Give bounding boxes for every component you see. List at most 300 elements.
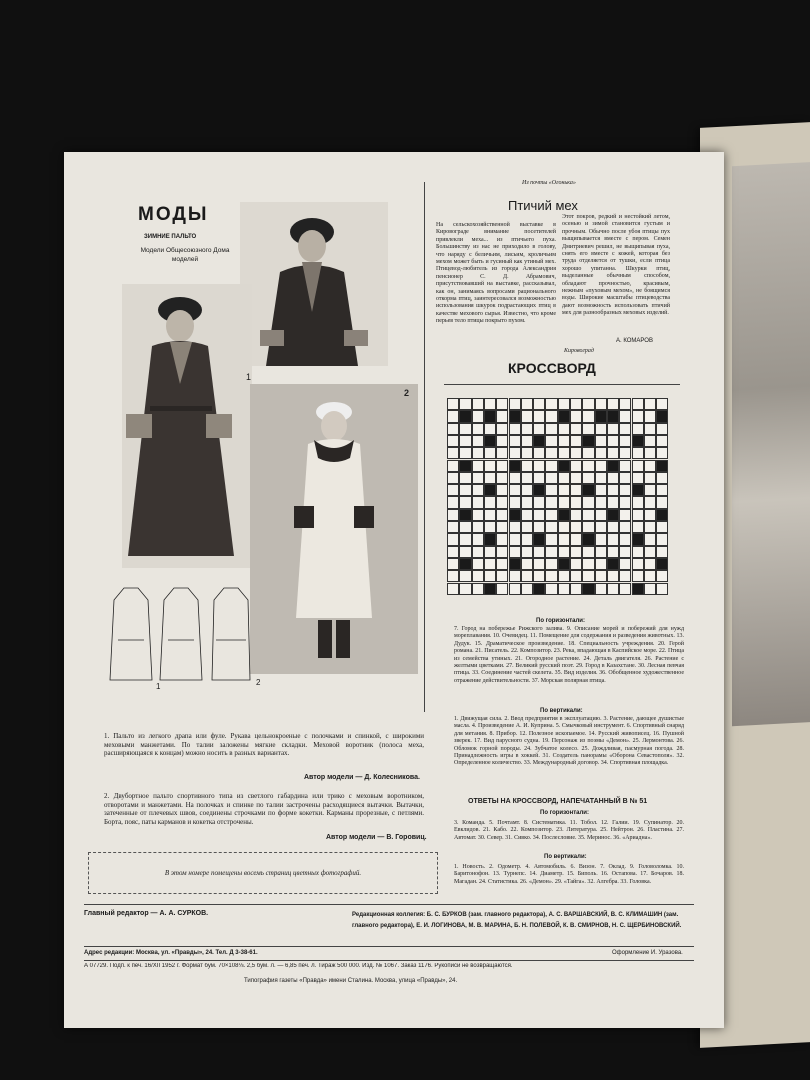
crossword-cell bbox=[582, 484, 594, 496]
crossword-cell bbox=[570, 472, 582, 484]
article-title: Птичий мех bbox=[508, 198, 578, 213]
crossword-cell bbox=[447, 546, 459, 558]
crossword-cell bbox=[656, 398, 668, 410]
crossword-cell bbox=[632, 447, 644, 459]
crossword-cell bbox=[447, 521, 459, 533]
crossword-cell bbox=[447, 423, 459, 435]
crossword-cell bbox=[484, 496, 496, 508]
crossword-cell bbox=[472, 496, 484, 508]
crossword-cell bbox=[582, 570, 594, 582]
crossword-cell bbox=[582, 546, 594, 558]
crossword-cell bbox=[619, 484, 631, 496]
crossword-cell bbox=[459, 546, 471, 558]
crossword-cell bbox=[484, 410, 496, 422]
crossword-cell bbox=[619, 558, 631, 570]
printer-info: Типография газеты «Правда» имени Сталина. Москва, улица «Правды», 24. bbox=[244, 978, 458, 984]
coat-photo-top bbox=[240, 202, 388, 366]
crossword-cell bbox=[545, 533, 557, 545]
crossword-cell bbox=[521, 496, 533, 508]
answers-horizontal-title: По горизонтали: bbox=[540, 810, 589, 816]
crossword-cell bbox=[447, 447, 459, 459]
horizontal-clues-title: По горизонтали: bbox=[536, 618, 585, 624]
crossword-cell bbox=[619, 583, 631, 595]
crossword-cell bbox=[570, 460, 582, 472]
crossword-cell bbox=[632, 558, 644, 570]
crossword-cell bbox=[644, 509, 656, 521]
crossword-cell bbox=[595, 472, 607, 484]
crossword-title: КРОССВОРД bbox=[508, 360, 596, 376]
crossword-cell bbox=[656, 509, 668, 521]
crossword-cell bbox=[533, 558, 545, 570]
crossword-cell bbox=[459, 533, 471, 545]
crossword-cell bbox=[632, 410, 644, 422]
crossword-cell bbox=[521, 472, 533, 484]
crossword-cell bbox=[521, 484, 533, 496]
crossword-cell bbox=[521, 410, 533, 422]
crossword-cell bbox=[607, 484, 619, 496]
crossword-cell bbox=[533, 521, 545, 533]
crossword-cell bbox=[619, 496, 631, 508]
crossword-cell bbox=[570, 398, 582, 410]
crossword-cell bbox=[644, 570, 656, 582]
crossword-cell bbox=[607, 583, 619, 595]
crossword-cell bbox=[632, 460, 644, 472]
crossword-cell bbox=[595, 521, 607, 533]
crossword-cell bbox=[533, 398, 545, 410]
crossword-cell bbox=[644, 521, 656, 533]
crossword-cell bbox=[595, 398, 607, 410]
crossword-cell bbox=[632, 583, 644, 595]
crossword-cell bbox=[595, 460, 607, 472]
crossword-cell bbox=[484, 521, 496, 533]
article-place: Кировоград bbox=[564, 348, 594, 354]
crossword-cell bbox=[496, 472, 508, 484]
crossword-cell bbox=[484, 533, 496, 545]
crossword-cell bbox=[656, 496, 668, 508]
crossword-cell bbox=[607, 423, 619, 435]
crossword-cell bbox=[656, 472, 668, 484]
crossword-cell bbox=[459, 435, 471, 447]
crossword-cell bbox=[632, 546, 644, 558]
crossword-cell bbox=[644, 398, 656, 410]
crossword-cell bbox=[459, 521, 471, 533]
crossword-cell bbox=[607, 533, 619, 545]
crossword-cell bbox=[521, 398, 533, 410]
crossword-cell bbox=[472, 583, 484, 595]
crossword-cell bbox=[558, 447, 570, 459]
crossword-cell bbox=[619, 460, 631, 472]
crossword-cell bbox=[459, 398, 471, 410]
crossword-cell bbox=[607, 410, 619, 422]
crossword-cell bbox=[607, 447, 619, 459]
crossword-cell bbox=[472, 533, 484, 545]
crossword-cell bbox=[558, 496, 570, 508]
crossword-cell bbox=[533, 423, 545, 435]
crossword-cell bbox=[533, 472, 545, 484]
crossword-rule bbox=[444, 384, 680, 385]
coat-photo-1 bbox=[122, 284, 252, 568]
crossword-cell bbox=[521, 533, 533, 545]
crossword-cell bbox=[595, 496, 607, 508]
article-column-2: Этот покров, редкий и нестойкий летом, осенью и зимой становится густым и прочным. Обычно после убоя птицы пух выщипывается вместе с пером. Семен Дмитриевич решил, не выщипывая пуха, снять его вместе с кожей, которая без труда отделяется от тушки, если птица хорошо упитанна. Шкурки птиц, выделанные обычным способом, обладают прочностью, красивым, нежным «пуховым мехом», не боящимся воды. Широкие масштабы птицеводства дают возможность использовать птичий мех для разнообразных меховых изделий. bbox=[562, 214, 670, 317]
crossword-cell bbox=[558, 484, 570, 496]
crossword-cell bbox=[533, 447, 545, 459]
crossword-cell bbox=[521, 447, 533, 459]
crossword-cell bbox=[521, 570, 533, 582]
crossword-cell bbox=[644, 533, 656, 545]
crossword-cell bbox=[459, 484, 471, 496]
crossword-cell bbox=[496, 509, 508, 521]
crossword-cell bbox=[472, 484, 484, 496]
crossword-cell bbox=[496, 410, 508, 422]
crossword-cell bbox=[570, 447, 582, 459]
crossword-cell bbox=[595, 570, 607, 582]
crossword-cell bbox=[496, 546, 508, 558]
crossword-cell bbox=[496, 423, 508, 435]
crossword-cell bbox=[582, 496, 594, 508]
crossword-cell bbox=[632, 509, 644, 521]
crossword-cell bbox=[595, 533, 607, 545]
article-column-1: На сельскохозяйственной выставке в Кировограде внимание посетителей привлекли меха... из птичьего пуха. Большинству из нас не приходило в голову, что наряду с беличьим, лисьим, кроличьим мехом может быть и гусиный как утиный мех. Птицевод-любитель из города Александрия пенсионер С. Д. Абрамович, присутствовавший на выставке, рассказывал, как он, занимаясь вопросами рационального откорма птиц, заинтересовался возможностью использования шкурок подрастающих птиц в качестве мехового сырья. Известно, что кроме перьев тело птицы покрыто пухом. bbox=[436, 222, 556, 325]
crossword-cell bbox=[521, 583, 533, 595]
crossword-cell bbox=[545, 410, 557, 422]
print-imprint: А 07729. Подп. к печ. 16/XII 1952 г. Формат бум. 70×108⅛. 2,5 бум. л. — 6,85 печ. л. Тираж 500 000. Изд. № 1067. Заказ 1176. Рукописи не возвращаются. bbox=[84, 963, 513, 969]
crossword-cell bbox=[656, 484, 668, 496]
crossword-cell bbox=[509, 423, 521, 435]
crossword-cell bbox=[472, 460, 484, 472]
crossword-cell bbox=[545, 583, 557, 595]
crossword-cell bbox=[644, 447, 656, 459]
crossword-cell bbox=[484, 484, 496, 496]
crossword-cell bbox=[656, 546, 668, 558]
crossword-cell bbox=[632, 398, 644, 410]
crossword-cell bbox=[484, 558, 496, 570]
crossword-cell bbox=[496, 484, 508, 496]
crossword-cell bbox=[521, 435, 533, 447]
crossword-cell bbox=[607, 472, 619, 484]
crossword-cell bbox=[459, 558, 471, 570]
crossword-cell bbox=[558, 546, 570, 558]
crossword-cell bbox=[607, 521, 619, 533]
crossword-cell bbox=[632, 435, 644, 447]
crossword-cell bbox=[459, 423, 471, 435]
crossword-cell bbox=[582, 472, 594, 484]
crossword-cell bbox=[607, 496, 619, 508]
crossword-cell bbox=[472, 558, 484, 570]
crossword-cell bbox=[496, 460, 508, 472]
facing-page-photo bbox=[732, 162, 810, 726]
crossword-cell bbox=[447, 460, 459, 472]
crossword-cell bbox=[644, 546, 656, 558]
crossword-cell bbox=[570, 521, 582, 533]
crossword-cell bbox=[595, 484, 607, 496]
crossword-cell bbox=[484, 447, 496, 459]
crossword-cell bbox=[509, 410, 521, 422]
crossword-cell bbox=[484, 435, 496, 447]
footer-rule-mid bbox=[84, 946, 694, 947]
vertical-clues: 1. Движущая сила. 2. Ввод предприятия в эксплуатацию. 3. Растение, дающее душистые масла. 4. Произведение А. И. Куприна. 5. Смычковый инструмент. 6. Спортивный снаряд для метания. 8. Прибор. 12. Полезное ископаемое. 14. Русский живописец. 16. Пушной зверек. 17. Вид парусного судна. 19. Персонаж из поэмы «Демон». 25. Лермонтова. 26. Обломок горной породы. 24. Зубчатое колесо. 25. Дождливая, пасмурная погода. 28. Принадлежность игры в хоккей. 31. Создатель панорамы «Оборона Севастополя». 32. Определенное количество. 33. Международный договор. 34. Спортивная площадка. bbox=[454, 716, 684, 767]
crossword-cell bbox=[484, 583, 496, 595]
article-author: А. КОМАРОВ bbox=[616, 338, 653, 344]
crossword-cell bbox=[570, 423, 582, 435]
crossword-cell bbox=[545, 496, 557, 508]
crossword-cell bbox=[447, 509, 459, 521]
crossword-cell bbox=[607, 509, 619, 521]
crossword-cell bbox=[521, 460, 533, 472]
crossword-cell bbox=[533, 546, 545, 558]
crossword-cell bbox=[533, 496, 545, 508]
description-1: 1. Пальто из легкого драпа или фуле. Рукава цельнокроеные с полочками и спинкой, с широкими меховыми манжетами. По талии заложены мягкие складки. Меховой воротник (полоса меха, расширяющаяся к концам) можно носить в разных вариантах. bbox=[104, 732, 424, 758]
crossword-cell bbox=[545, 398, 557, 410]
crossword-cell bbox=[570, 546, 582, 558]
crossword-cell bbox=[533, 435, 545, 447]
crossword-cell bbox=[570, 496, 582, 508]
crossword-cell bbox=[459, 509, 471, 521]
coat-photo-2 bbox=[250, 384, 418, 674]
column-divider bbox=[424, 182, 425, 712]
crossword-cell bbox=[570, 558, 582, 570]
author-2: Автор модели — В. Горовиц. bbox=[326, 834, 427, 841]
crossword-cell bbox=[447, 484, 459, 496]
crossword-cell bbox=[632, 472, 644, 484]
crossword-cell bbox=[644, 410, 656, 422]
crossword-cell bbox=[607, 435, 619, 447]
crossword-cell bbox=[644, 583, 656, 595]
crossword-cell bbox=[582, 423, 594, 435]
crossword-cell bbox=[533, 570, 545, 582]
crossword-cell bbox=[509, 496, 521, 508]
crossword-cell bbox=[509, 533, 521, 545]
crossword-cell bbox=[656, 447, 668, 459]
crossword-cell bbox=[644, 472, 656, 484]
answers-vertical-title: По вертикали: bbox=[544, 854, 587, 860]
crossword-cell bbox=[595, 509, 607, 521]
crossword-cell bbox=[582, 447, 594, 459]
crossword-cell bbox=[545, 521, 557, 533]
crossword-cell bbox=[459, 496, 471, 508]
crossword-cell bbox=[521, 423, 533, 435]
crossword-cell bbox=[632, 423, 644, 435]
crossword-cell bbox=[632, 570, 644, 582]
crossword-cell bbox=[582, 533, 594, 545]
crossword-cell bbox=[607, 398, 619, 410]
footer-rule-top bbox=[84, 904, 694, 905]
crossword-cell bbox=[509, 460, 521, 472]
crossword-cell bbox=[558, 410, 570, 422]
crossword-cell bbox=[509, 546, 521, 558]
crossword-cell bbox=[459, 570, 471, 582]
crossword-cell bbox=[607, 460, 619, 472]
crossword-cell bbox=[509, 570, 521, 582]
crossword-cell bbox=[570, 533, 582, 545]
vertical-clues-title: По вертикали: bbox=[540, 708, 583, 714]
crossword-cell bbox=[447, 398, 459, 410]
crossword-cell bbox=[558, 423, 570, 435]
crossword-cell bbox=[558, 570, 570, 582]
crossword-cell bbox=[509, 558, 521, 570]
crossword-cell bbox=[533, 410, 545, 422]
crossword-cell bbox=[595, 546, 607, 558]
section-title: МОДЫ bbox=[138, 204, 209, 225]
crossword-cell bbox=[595, 558, 607, 570]
crossword-cell bbox=[533, 509, 545, 521]
crossword-cell bbox=[484, 472, 496, 484]
crossword-cell bbox=[582, 410, 594, 422]
figure-number-1: 1 bbox=[246, 372, 252, 382]
crossword-cell bbox=[533, 484, 545, 496]
crossword-cell bbox=[447, 558, 459, 570]
crossword-cell bbox=[595, 410, 607, 422]
crossword-cell bbox=[619, 546, 631, 558]
crossword-cell bbox=[472, 472, 484, 484]
crossword-cell bbox=[644, 460, 656, 472]
crossword-grid bbox=[447, 398, 669, 598]
color-photos-note: В этом номере помещены восемь страниц цветных фотографий. bbox=[88, 852, 438, 894]
crossword-cell bbox=[558, 509, 570, 521]
crossword-cell bbox=[570, 509, 582, 521]
sketch-number-1: 1 bbox=[156, 682, 161, 691]
crossword-cell bbox=[545, 570, 557, 582]
crossword-cell bbox=[656, 423, 668, 435]
crossword-cell bbox=[595, 583, 607, 595]
crossword-cell bbox=[496, 447, 508, 459]
crossword-cell bbox=[472, 509, 484, 521]
models-credit: Модели Общесоюзного Дома моделей bbox=[140, 247, 230, 263]
crossword-cell bbox=[509, 583, 521, 595]
editorial-board: Редакционная коллегия: Б. С. БУРКОВ (зам. главного редактора), А. С. ВАРШАВСКИЙ, В. С. КЛИМАШИН (зам. главного редактора), Е. И. ЛОГИНОВА, М. В. МАРИНА, Б. Н. ПОЛЕВОЙ, К. В. СМИРНОВ, Н. С. ЩЕРБИНОВСКИЙ. bbox=[352, 912, 682, 929]
crossword-cell bbox=[570, 484, 582, 496]
crossword-cell bbox=[545, 472, 557, 484]
crossword-cell bbox=[582, 435, 594, 447]
crossword-cell bbox=[582, 398, 594, 410]
crossword-cell bbox=[644, 484, 656, 496]
crossword-cell bbox=[558, 521, 570, 533]
crossword-cell bbox=[595, 447, 607, 459]
crossword-cell bbox=[558, 558, 570, 570]
crossword-cell bbox=[570, 435, 582, 447]
crossword-cell bbox=[447, 472, 459, 484]
crossword-cell bbox=[545, 484, 557, 496]
answers-title: ОТВЕТЫ НА КРОССВОРД, НАПЕЧАТАННЫЙ В № 51 bbox=[468, 798, 648, 805]
crossword-cell bbox=[632, 496, 644, 508]
crossword-cell bbox=[545, 423, 557, 435]
crossword-cell bbox=[644, 435, 656, 447]
crossword-cell bbox=[656, 558, 668, 570]
crossword-cell bbox=[619, 447, 631, 459]
crossword-cell bbox=[656, 460, 668, 472]
crossword-cell bbox=[656, 435, 668, 447]
author-1: Автор модели — Д. Колесникова. bbox=[304, 774, 420, 781]
crossword-cell bbox=[472, 435, 484, 447]
crossword-cell bbox=[656, 410, 668, 422]
answers-horizontal: 3. Команда. 5. Почтамт. 8. Систематика. 11. Тобол. 12. Галии. 19. Супинатор. 20. Евклидов. 21. Кабо. 22. Композитор. 23. Литература. 25. Нейтрон. 26. Пластина. 27. Автомат. 30. Север. 31. Сивко. 34. Послесловие. 35. Меринос. 36. «Ариадна». bbox=[454, 820, 684, 841]
crossword-cell bbox=[619, 435, 631, 447]
crossword-cell bbox=[472, 521, 484, 533]
crossword-cell bbox=[509, 435, 521, 447]
crossword-cell bbox=[509, 509, 521, 521]
pattern-sketches bbox=[104, 580, 264, 690]
crossword-cell bbox=[459, 583, 471, 595]
crossword-cell bbox=[496, 521, 508, 533]
crossword-cell bbox=[509, 521, 521, 533]
crossword-cell bbox=[595, 435, 607, 447]
crossword-cell bbox=[558, 583, 570, 595]
crossword-cell bbox=[656, 533, 668, 545]
crossword-cell bbox=[619, 570, 631, 582]
answers-vertical: 1. Новость. 2. Одометр. 4. Автомобиль. 6. Визон. 7. Оклад. 9. Головоломка. 10. Баритонофон. 13. Турнепс. 14. Диаметр. 15. Биполь. 16. Остапова. 17. Бочаров. 18. Магадан. 24. Статистика. 26. «Демон». 29. «Тайга». 32. Алгебра. 33. Головка. bbox=[454, 864, 684, 885]
crossword-cell bbox=[472, 423, 484, 435]
crossword-cell bbox=[533, 533, 545, 545]
crossword-cell bbox=[447, 570, 459, 582]
crossword-cell bbox=[521, 546, 533, 558]
crossword-cell bbox=[545, 447, 557, 459]
crossword-cell bbox=[472, 447, 484, 459]
footer-rule-bottom bbox=[84, 960, 694, 961]
crossword-cell bbox=[447, 496, 459, 508]
crossword-cell bbox=[509, 398, 521, 410]
crossword-cell bbox=[570, 410, 582, 422]
crossword-cell bbox=[619, 410, 631, 422]
crossword-cell bbox=[545, 509, 557, 521]
crossword-cell bbox=[545, 546, 557, 558]
design-credit: Оформление И. Уразова. bbox=[612, 950, 683, 956]
crossword-cell bbox=[447, 583, 459, 595]
crossword-cell bbox=[607, 546, 619, 558]
crossword-cell bbox=[570, 583, 582, 595]
crossword-cell bbox=[619, 472, 631, 484]
crossword-cell bbox=[484, 423, 496, 435]
crossword-cell bbox=[558, 398, 570, 410]
crossword-cell bbox=[484, 570, 496, 582]
crossword-cell bbox=[656, 521, 668, 533]
kicker: Из почты «Огонька» bbox=[522, 180, 576, 186]
crossword-cell bbox=[521, 509, 533, 521]
crossword-cell bbox=[472, 546, 484, 558]
crossword-cell bbox=[521, 521, 533, 533]
crossword-cell bbox=[632, 533, 644, 545]
crossword-cell bbox=[632, 484, 644, 496]
crossword-cell bbox=[496, 583, 508, 595]
crossword-cell bbox=[509, 472, 521, 484]
crossword-cell bbox=[644, 423, 656, 435]
sketch-number-2: 2 bbox=[256, 678, 261, 687]
crossword-cell bbox=[533, 460, 545, 472]
crossword-cell bbox=[496, 570, 508, 582]
crossword-cell bbox=[472, 410, 484, 422]
crossword-cell bbox=[619, 509, 631, 521]
crossword-cell bbox=[509, 484, 521, 496]
crossword-cell bbox=[496, 558, 508, 570]
crossword-cell bbox=[558, 435, 570, 447]
crossword-cell bbox=[459, 460, 471, 472]
crossword-cell bbox=[509, 447, 521, 459]
crossword-cell bbox=[558, 460, 570, 472]
crossword-cell bbox=[496, 398, 508, 410]
crossword-cell bbox=[545, 460, 557, 472]
crossword-cell bbox=[644, 558, 656, 570]
crossword-cell bbox=[472, 398, 484, 410]
figure-number-2: 2 bbox=[404, 388, 410, 398]
crossword-cell bbox=[521, 558, 533, 570]
crossword-cell bbox=[619, 398, 631, 410]
crossword-cell bbox=[533, 583, 545, 595]
crossword-cell bbox=[619, 533, 631, 545]
crossword-cell bbox=[656, 583, 668, 595]
crossword-cell bbox=[496, 435, 508, 447]
crossword-cell bbox=[545, 558, 557, 570]
crossword-cell bbox=[447, 410, 459, 422]
crossword-cell bbox=[484, 460, 496, 472]
